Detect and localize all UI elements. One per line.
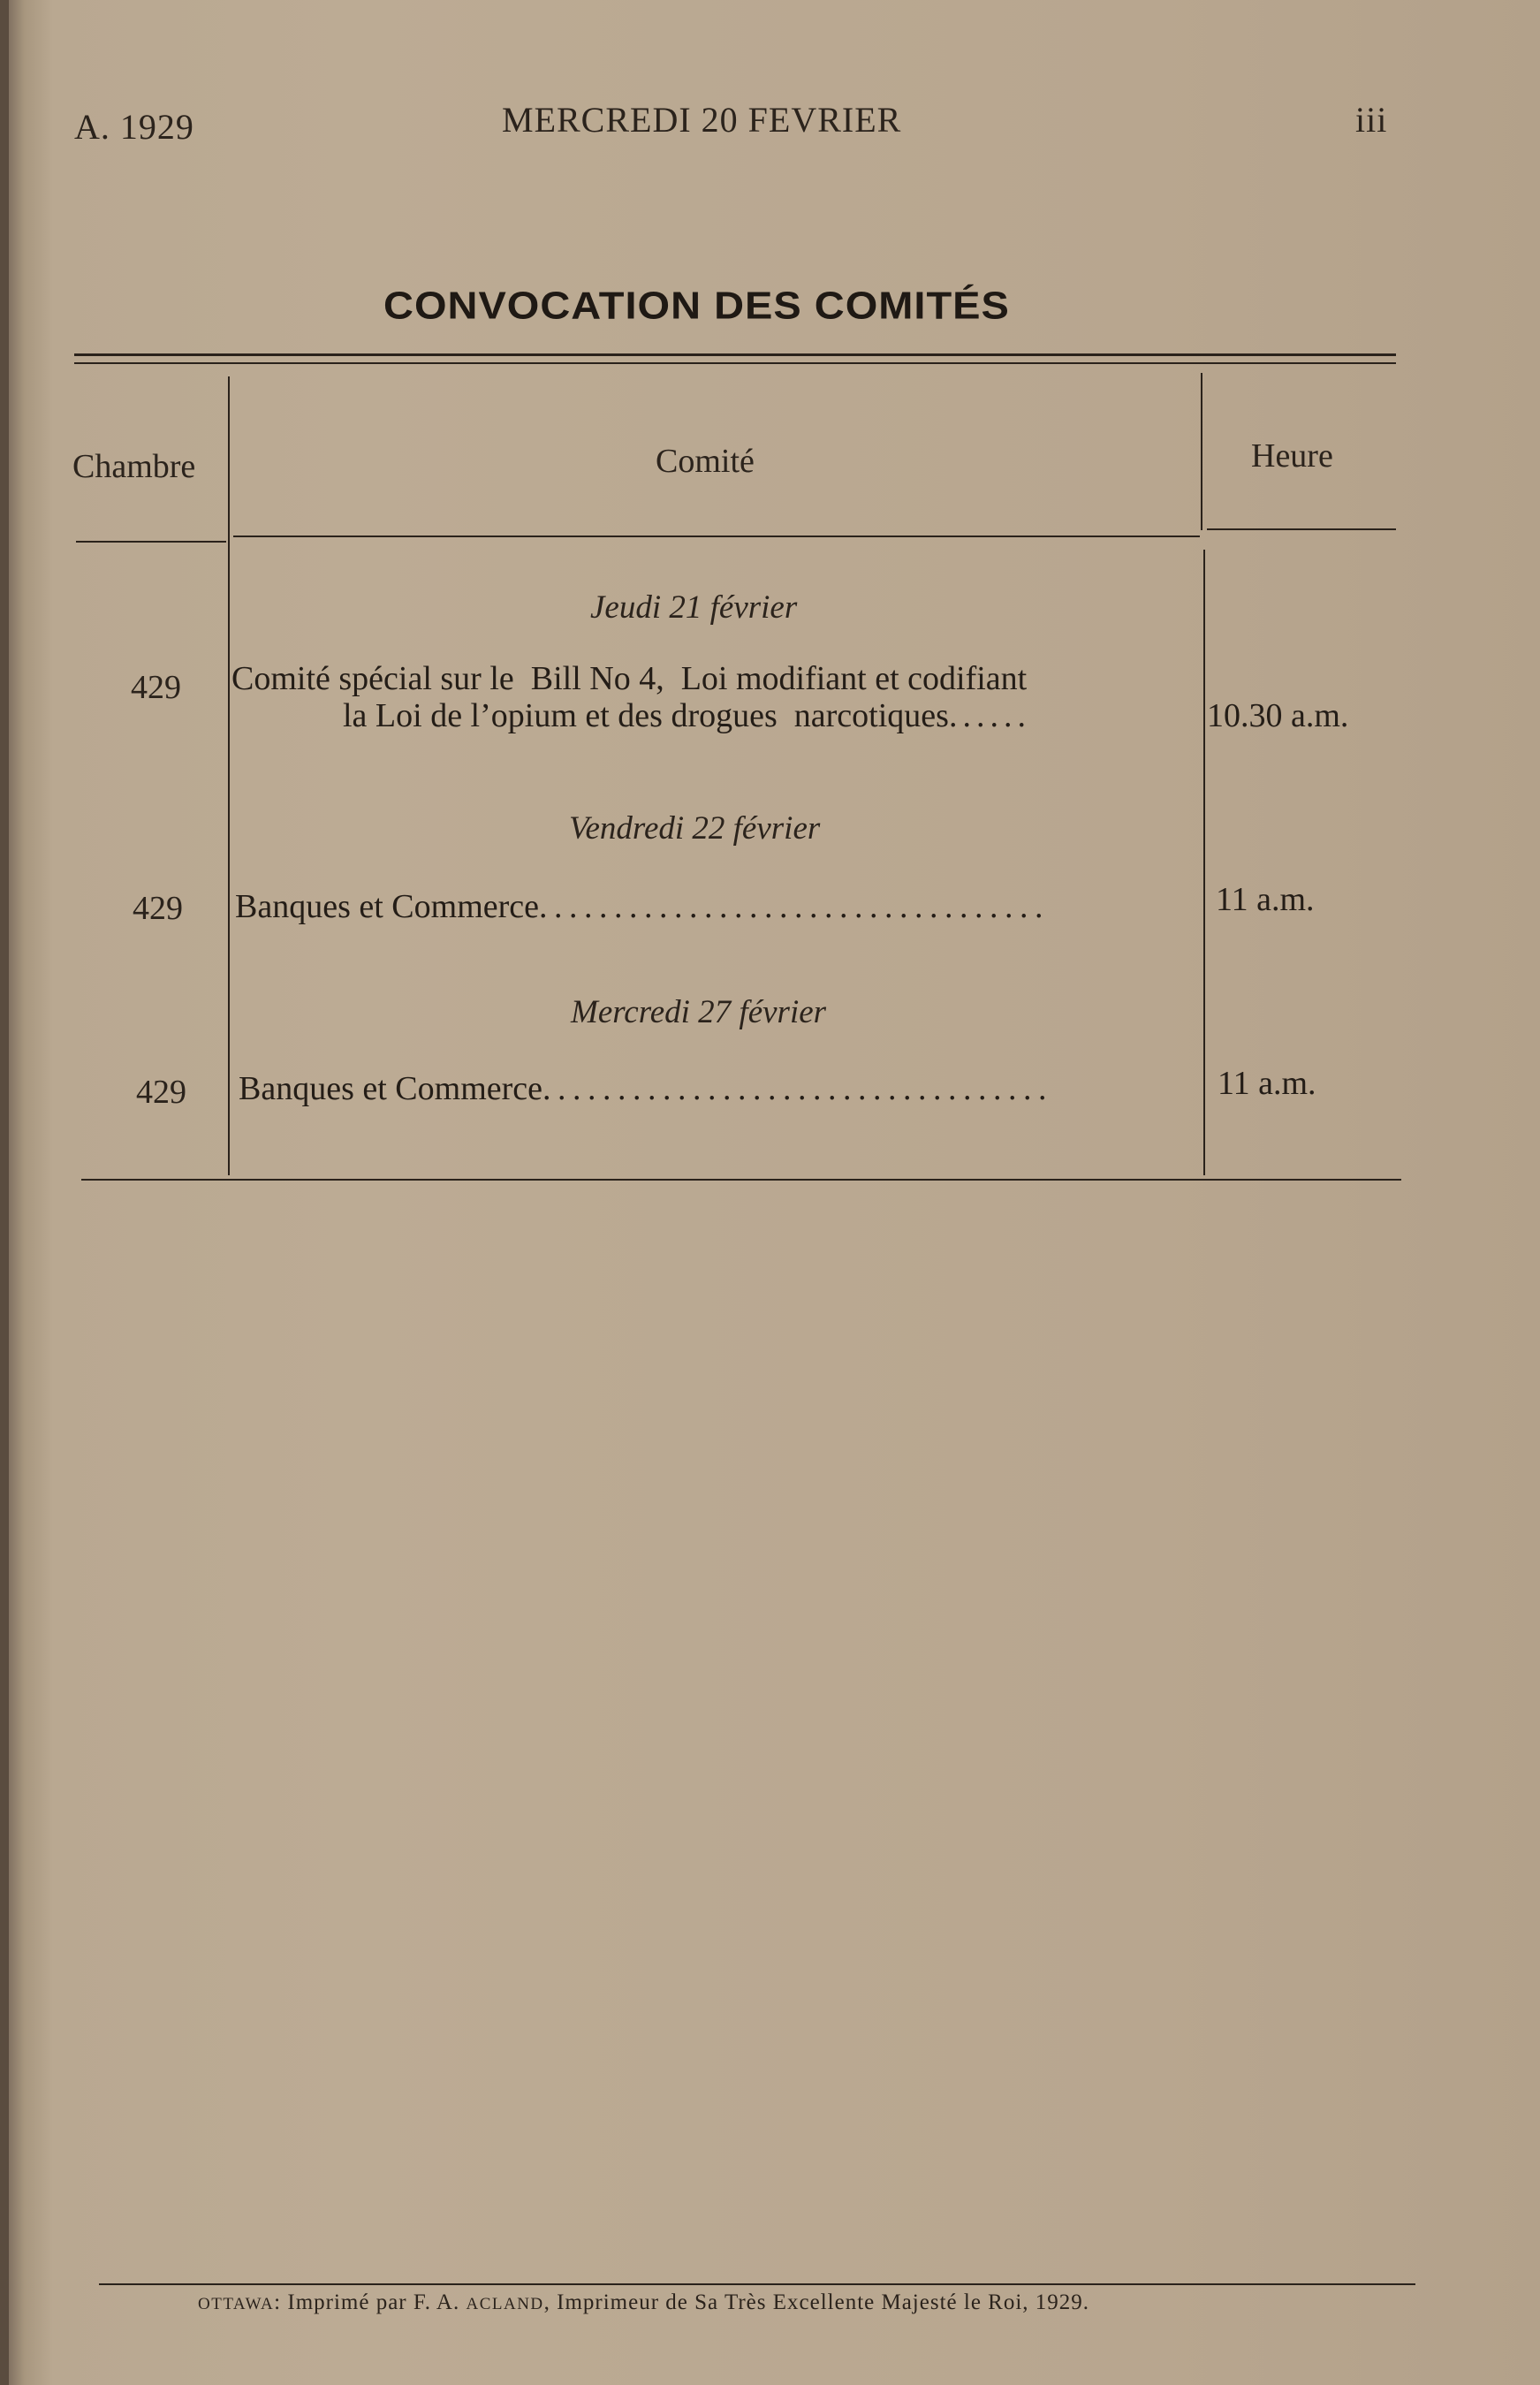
day-heading: Jeudi 21 février: [590, 589, 798, 626]
column-header-time: Heure: [1251, 437, 1333, 475]
column-rule-right-upper: [1201, 373, 1202, 530]
leader-dots: ..................................: [539, 888, 1051, 925]
meeting-time: 10.30 a.m.: [1207, 697, 1349, 734]
day-heading: Mercredi 27 février: [571, 994, 827, 1030]
title-rule-top: [74, 353, 1396, 356]
imprint-initials: F. A.: [413, 2290, 460, 2314]
meeting-time: 11 a.m.: [1218, 1065, 1316, 1102]
imprint-city: OTTAWA: [198, 2295, 275, 2313]
binding-edge: [0, 0, 9, 2385]
room-number: 429: [136, 1074, 186, 1111]
committee-entry: [235, 887, 1050, 926]
room-number: 429: [131, 669, 181, 706]
printer-imprint: [198, 2290, 1089, 2315]
committee-entry-continued: [343, 696, 1031, 735]
imprint-printer-name: ACLAND: [466, 2295, 544, 2313]
header-date: MERCREDI 20 FEVRIER: [502, 100, 902, 140]
committee-entry-text: Banques et Commerce: [235, 888, 540, 925]
leader-dots: ......: [948, 697, 1031, 734]
leader-dots: ..................................: [542, 1070, 1054, 1107]
committee-entry: Comité spécial sur le Bill No 4, Loi modifiant et codifiant: [231, 660, 1028, 697]
committee-entry-text: la Loi de l’opium et des drogues narcotiques: [343, 697, 949, 734]
header-rule-time: [1207, 528, 1396, 530]
imprint-printed-by: Imprimé par: [287, 2290, 407, 2314]
footer-rule: [99, 2283, 1415, 2285]
page-title: CONVOCATION DES COMITÉS: [383, 284, 1010, 327]
committee-entry: [239, 1069, 1053, 1108]
imprint-rest: , Imprimeur de Sa Très Excellente Majesté le Roi, 1929.: [543, 2290, 1090, 2314]
table-bottom-rule: [81, 1179, 1401, 1181]
room-number: 429: [133, 890, 183, 927]
committee-entry-text: Banques et Commerce: [239, 1070, 543, 1107]
column-header-committee: Comité: [656, 443, 755, 480]
imprint-separator: :: [274, 2290, 282, 2314]
header-rule-committee: [233, 535, 1200, 537]
column-rule-right-lower: [1203, 550, 1205, 1175]
column-header-room: Chambre: [72, 448, 196, 485]
meeting-time: 11 a.m.: [1216, 881, 1315, 918]
header-rule-room: [76, 541, 226, 543]
header-year: A. 1929: [74, 107, 194, 147]
day-heading: Vendredi 22 février: [569, 810, 821, 847]
title-rule-bottom: [74, 362, 1396, 364]
column-rule-left: [228, 376, 230, 1175]
header-page-number: iii: [1355, 100, 1388, 140]
